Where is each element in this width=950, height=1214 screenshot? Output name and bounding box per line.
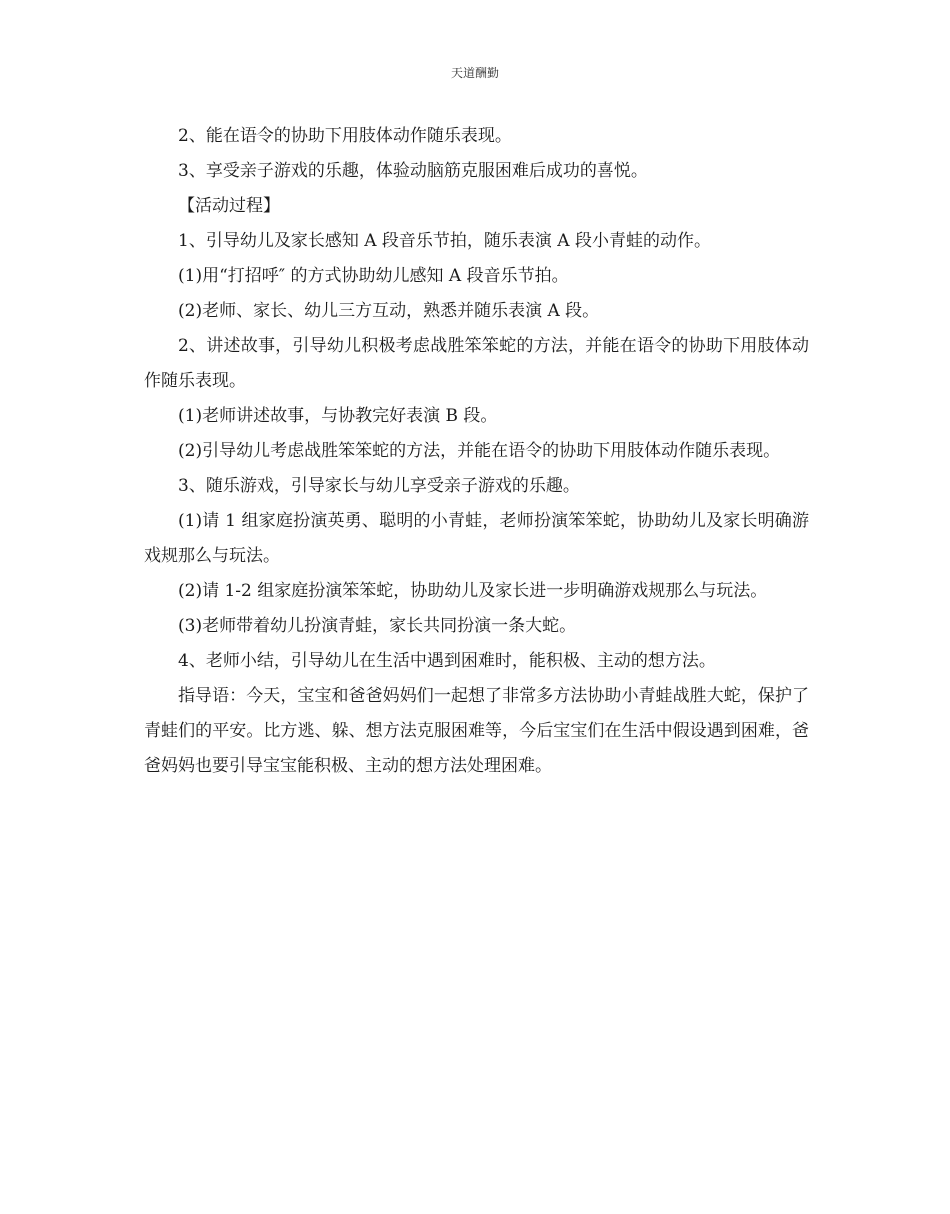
paragraph-goal-2: 2、能在语令的协助下用肢体动作随乐表现。 — [178, 126, 512, 146]
paragraph-step-3-sub-2: (2)请 1-2 组家庭扮演笨笨蛇，协助幼儿及家长进一步明确游戏规那么与玩法。 — [178, 581, 768, 601]
paragraph-step-1: 1、引导幼儿及家长感知 A 段音乐节拍，随乐表演 A 段小青蛙的动作。 — [178, 231, 711, 251]
paragraph-step-1-sub-2: (2)老师、家长、幼儿三方互动，熟悉并随乐表演 A 段。 — [178, 301, 600, 321]
paragraph-step-3-sub-1: (1)请 1 组家庭扮演英勇、聪明的小青蛙，老师扮演笨笨蛇，协助幼儿及家长明确游戏规那么与玩法。 — [144, 511, 809, 566]
paragraph-step-2-sub-2: (2)引导幼儿考虑战胜笨笨蛇的方法，并能在语令的协助下用肢体动作随乐表现。 — [178, 441, 781, 461]
paragraph-step-2-sub-1: (1)老师讲述故事，与协教完好表演 B 段。 — [178, 406, 498, 426]
paragraph-goal-3: 3、享受亲子游戏的乐趣，体验动脑筋克服困难后成功的喜悦。 — [178, 161, 648, 181]
paragraph-step-3-sub-3: (3)老师带着幼儿扮演青蛙，家长共同扮演一条大蛇。 — [178, 616, 577, 636]
paragraph-step-1-sub-1: (1)用“打招呼″ 的方式协助幼儿感知 A 段音乐节拍。 — [178, 266, 569, 286]
page-header: 天道酬勤 — [450, 66, 499, 80]
paragraph-step-3: 3、随乐游戏，引导家长与幼儿享受亲子游戏的乐趣。 — [178, 476, 580, 496]
section-heading-activity-process: 【活动过程】 — [178, 196, 280, 216]
document-body — [144, 119, 809, 784]
paragraph-step-2: 2、讲述故事，引导幼儿积极考虑战胜笨笨蛇的方法，并能在语令的协助下用肢体动作随乐表现。 — [144, 336, 809, 391]
paragraph-guidance: 指导语：今天，宝宝和爸爸妈妈们一起想了非常多方法协助小青蛙战胜大蛇，保护了青蛙们的平安。比方逃、躲、想方法克服困难等，今后宝宝们在生活中假设遇到困难，爸爸妈妈也要引导宝宝能积极、主动的想方法处理困难。 — [144, 686, 809, 776]
paragraph-step-4: 4、老师小结，引导幼儿在生活中遇到困难时，能积极、主动的想方法。 — [178, 651, 716, 671]
